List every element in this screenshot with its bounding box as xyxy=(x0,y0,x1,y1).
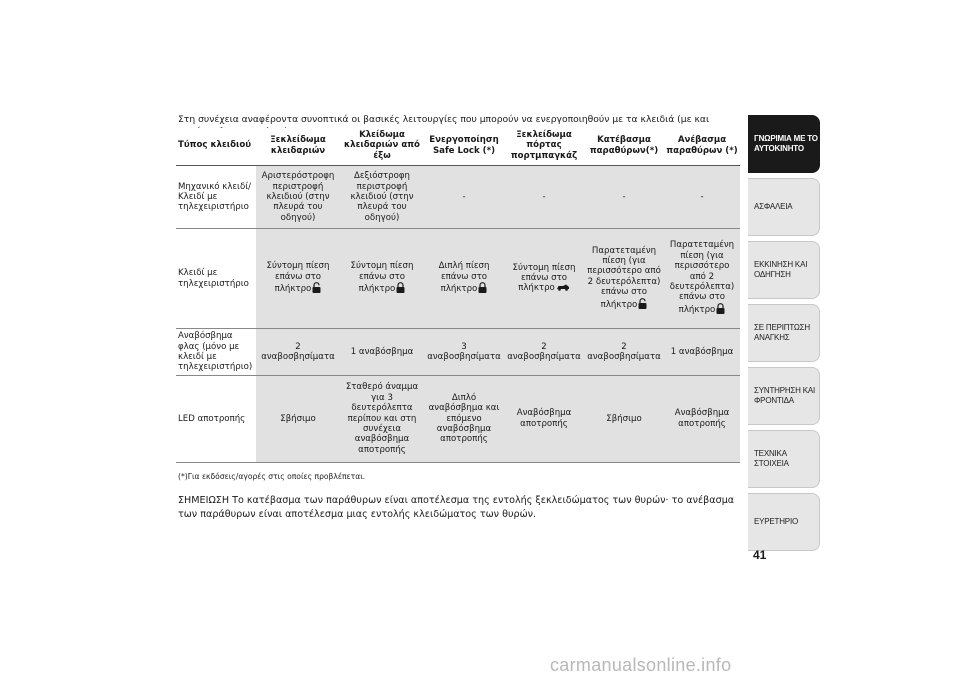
table-row xyxy=(176,329,740,376)
header-unlock: Ξεκλείδωμα κλειδαριών xyxy=(256,128,340,166)
tab-starting-driving[interactable] xyxy=(748,241,820,299)
footnote: (*)Για εκδόσεις/αγορές στις οποίες προβλέπεται. xyxy=(178,472,366,481)
table-cell: Αναβόσβημα αποτροπής xyxy=(504,375,584,462)
table-header-row xyxy=(176,128,740,166)
table-cell xyxy=(664,229,740,329)
table-cell: - xyxy=(424,166,504,229)
table-row xyxy=(176,166,740,229)
tab-label: ΓΝΩΡΙΜΙΑ ΜΕ ΤΟ ΑΥΤΟΚΙΝΗΤΟ xyxy=(754,134,818,153)
note-paragraph: ΣΗΜΕΙΩΣΗ Το κατέβασμα των παράθυρων είναι αποτέλεσμα της εντολής ξεκλειδώματος των θυρών· το ανέβασμα των παράθυρων είναι αποτέλεσμα μιας εντολής κλειδώματος των θυρών. xyxy=(178,495,735,520)
table-cell: 1 αναβόσβημα xyxy=(664,329,740,376)
cell-text: Παρατεταμένη πίεση (για περισσότερο από 2 δευτερόλεπτα) επάνω στο πλήκτρο xyxy=(669,240,735,315)
header-key-type: Τύπος κλειδιού xyxy=(176,128,256,166)
table-cell: Σβήσιμο xyxy=(256,375,340,462)
table-cell: Σβήσιμο xyxy=(584,375,664,462)
unlock-icon xyxy=(312,282,321,296)
table-cell: Αριστερόστροφη περιστροφή κλειδιού (στην πλευρά του οδηγού) xyxy=(256,166,340,229)
table-cell: Δεξιόστροφη περιστροφή κλειδιού (στην πλευρά του οδηγού) xyxy=(340,166,424,229)
tab-label: ΣΥΝΤΗΡΗΣΗ ΚΑΙ ΦΡΟΝΤΙΔΑ xyxy=(754,386,816,405)
header-safe-lock: Ενεργοποίηση Safe Lock (*) xyxy=(424,128,504,166)
lock-icon xyxy=(396,282,405,296)
table-cell: 2 αναβοσβησίματα xyxy=(256,329,340,376)
table-cell xyxy=(340,229,424,329)
tab-technical-data[interactable] xyxy=(748,430,820,488)
table-cell xyxy=(584,229,664,329)
lock-icon xyxy=(478,282,487,296)
header-lock: Κλείδωμα κλειδαριών από έξω xyxy=(340,128,424,166)
table-cell: - xyxy=(504,166,584,229)
table-cell: Αναβόσβημα αποτροπής xyxy=(664,375,740,462)
key-functions-table xyxy=(176,128,740,463)
unlock-icon xyxy=(638,298,647,312)
row-label: Κλειδί με τηλεχειριστήριο xyxy=(176,229,256,329)
header-windows-up: Ανέβασμα παραθύρων (*) xyxy=(664,128,740,166)
table-cell: 1 αναβόσβημα xyxy=(340,329,424,376)
tab-getting-to-know[interactable] xyxy=(748,115,820,173)
table-cell xyxy=(256,229,340,329)
cell-text: Παρατεταμένη πίεση (για περισσότερο από 2 δευτερόλεπτα) επάνω στο πλήκτρο xyxy=(587,245,661,310)
tab-maintenance[interactable] xyxy=(748,367,820,425)
table-cell: - xyxy=(584,166,664,229)
tab-label: ΕΚΚΙΝΗΣΗ ΚΑΙ ΟΔΗΓΗΣΗ xyxy=(754,260,808,279)
tab-label: ΣΕ ΠΕΡΙΠΤΩΣΗ ΑΝΑΓΚΗΣ xyxy=(754,323,810,342)
table-cell: Διπλό αναβόσβημα και επόμενο αναβόσβημα αποτροπής xyxy=(424,375,504,462)
tab-label: ΑΣΦΑΛΕΙΑ xyxy=(754,202,793,211)
tab-label: ΕΥΡΕΤΗΡΙΟ xyxy=(754,517,798,526)
row-label: Μηχανικό κλειδί/ Κλειδί με τηλεχειριστήριο xyxy=(176,166,256,229)
watermark: carmanualsonline.info xyxy=(550,655,732,675)
row-label: LED αποτροπής xyxy=(176,375,256,462)
table-cell: Σταθερό άναμμα για 3 δευτερόλεπτα περίπου και στη συνέχεια αναβόσβημα αποτροπής xyxy=(340,375,424,462)
intro-text: Στη συνέχεια αναφέροντα συνοπτικά οι βασικές λειτουργίες που μπορούν να ενεργοποιηθούν με τα κλειδιά (με και xyxy=(178,114,710,125)
trunk-car-icon xyxy=(556,283,570,294)
header-windows-down: Κατέβασμα παραθύρων(*) xyxy=(584,128,664,166)
table-row xyxy=(176,229,740,329)
tab-safety[interactable] xyxy=(748,178,820,236)
cell-text: Σύντομη πίεση επάνω στο πλήκτρο xyxy=(266,261,330,294)
page-number: 41 xyxy=(753,548,767,562)
tab-label: ΤΕΧΝΙΚΑ ΣΤΟΙΧΕΙΑ xyxy=(754,449,789,468)
cell-text: Σύντομη πίεση επάνω στο πλήκτρο xyxy=(350,261,414,294)
lock-icon xyxy=(716,303,725,317)
table-cell: 3 αναβοσβησίματα xyxy=(424,329,504,376)
table-cell: - xyxy=(664,166,740,229)
table-row xyxy=(176,375,740,462)
table-cell: 2 αναβοσβησίματα xyxy=(584,329,664,376)
table-cell: 2 αναβοσβησίματα xyxy=(504,329,584,376)
cell-text: Σύντομη πίεση επάνω στο πλήκτρο xyxy=(512,262,576,294)
tab-emergency[interactable] xyxy=(748,304,820,362)
header-trunk: Ξεκλείδωμα πόρτας πορτμπαγκάζ xyxy=(504,128,584,166)
table-cell xyxy=(424,229,504,329)
table-cell xyxy=(504,229,584,329)
chapter-tabs xyxy=(748,115,820,556)
cell-text: Διπλή πίεση επάνω στο πλήκτρο xyxy=(438,261,490,294)
row-label: Αναβόσβημα φλας (μόνο με κλειδί με τηλεχειριστήριο) xyxy=(176,329,256,376)
tab-index[interactable] xyxy=(748,493,820,551)
